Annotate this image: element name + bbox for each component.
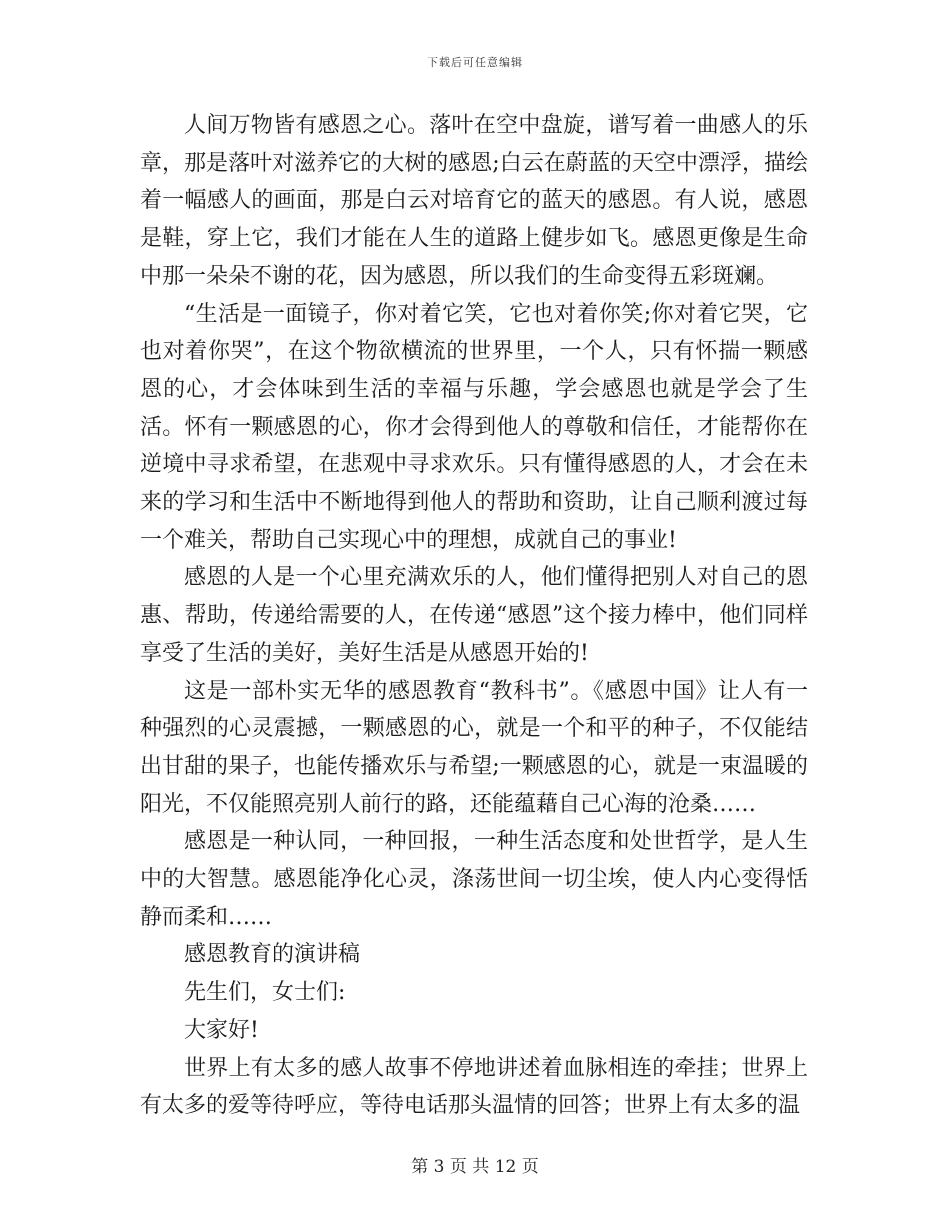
paragraph-4: 这是一部朴实无华的感恩教育“教科书”。《感恩中国》让人有一种强烈的心灵震撼，一颗感恩的心，就是一个和平的种子，不仅能结出甘甜的果子，也能传播欢乐与希望;一颗感恩的心，就是一束温暖的阳光，不仅能照亮别人前行的路，还能蕴藉自己心海的沧桑…… — [140, 678, 808, 817]
salutation: 先生们，女士们: — [184, 980, 346, 1006]
document-body — [140, 107, 808, 1125]
speech-title: 感恩教育的演讲稿 — [184, 942, 361, 968]
paragraph-5: 感恩是一种认同，一种回报，一种生活态度和处世哲学，是人生中的大智慧。感恩能净化心灵，涤荡世间一切尘埃，使人内心变得恬静而柔和…… — [140, 829, 808, 930]
page-number: 第 3 页 共 12 页 — [411, 1157, 539, 1177]
paragraph-3: 感恩的人是一个心里充满欢乐的人，他们懂得把别人对自己的恩惠、帮助，传递给需要的人，在传递“感恩”这个接力棒中，他们同样享受了生活的美好，美好生活是从感恩开始的! — [140, 565, 808, 666]
greeting: 大家好! — [184, 1017, 259, 1043]
paragraph-1: 人间万物皆有感恩之心。落叶在空中盘旋，谱写着一曲感人的乐章，那是落叶对滋养它的大树的感恩;白云在蔚蓝的天空中漂浮，描绘着一幅感人的画面，那是白云对培育它的蓝天的感恩。有人说，感恩是鞋，穿上它，我们才能在人生的道路上健步如飞。感恩更像是生命中那一朵朵不谢的花，因为感恩，所以我们的生命变得五彩斑斓。 — [140, 113, 808, 289]
page-header-note: 下载后可任意编辑 — [427, 56, 523, 69]
paragraph-2: “生活是一面镜子，你对着它笑，它也对着你笑;你对着它哭，它也对着你哭”，在这个物欲横流的世界里，一个人，只有怀揣一颗感恩的心，才会体味到生活的幸福与乐趣，学会感恩也就是学会了生活。怀有一颗感恩的心，你才会得到他人的尊敬和信任，才能帮你在逆境中寻求希望，在悲观中寻求欢乐。只有懂得感恩的人，才会在未来的学习和生活中不断地得到他人的帮助和资助，让自己顺利渡过每一个难关，帮助自己实现心中的理想，成就自己的事业! — [140, 301, 808, 553]
paragraph-6: 世界上有太多的感人故事不停地讲述着血脉相连的牵挂；世界上有太多的爱等待呼应，等待电话那头温情的回答；世界上有太多的温 — [140, 1055, 808, 1119]
